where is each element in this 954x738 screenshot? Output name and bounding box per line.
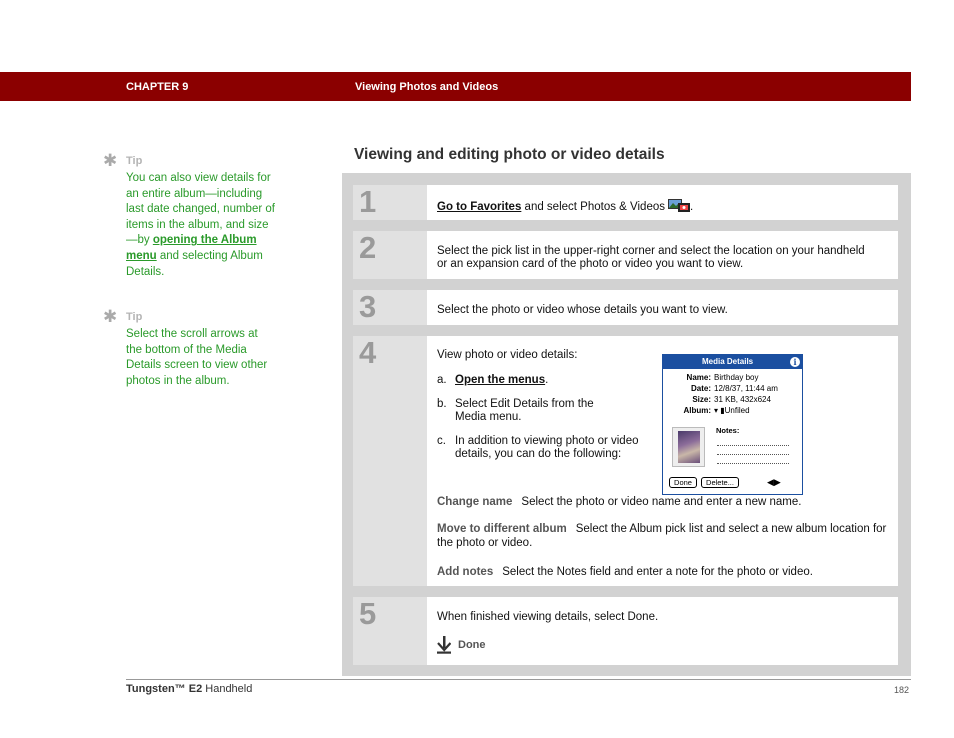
step-text: Go to Favorites and select Photos & Videos . <box>437 201 694 213</box>
definition-term: Change name <box>437 496 513 508</box>
scroll-arrows-icon[interactable]: ◀▶ <box>767 477 781 487</box>
chapter-label: CHAPTER 9 <box>126 81 189 93</box>
step-2 <box>353 231 898 279</box>
definition-change-name: Change name Select the photo or video name and enter a new name. <box>437 496 802 508</box>
substep-a-marker: a. <box>437 374 447 386</box>
definition-term: Add notes <box>437 566 494 578</box>
photos-videos-icon <box>668 199 690 212</box>
notes-line[interactable] <box>717 463 789 464</box>
done-button[interactable]: Done <box>669 477 697 488</box>
asterisk-icon: ✱ <box>103 307 118 326</box>
step-text: When finished viewing details, select Done. <box>437 611 659 623</box>
definition-move-album: Move to different album Select the Album pick list and select a new album location for the photo or video. <box>437 523 887 549</box>
footer-divider <box>126 679 911 680</box>
page-number: 182 <box>894 685 910 695</box>
step-number: 5 <box>353 597 427 665</box>
step-5 <box>353 597 898 665</box>
notes-line[interactable] <box>717 454 789 455</box>
tip-label: Tip <box>126 311 143 323</box>
media-details-title: Media Details <box>702 357 754 366</box>
step-number: 4 <box>353 336 427 586</box>
step-1 <box>353 185 898 220</box>
done-label: Done <box>458 639 486 651</box>
footer-product-name: Tungsten™ E2 Handheld <box>126 683 253 695</box>
album-picklist[interactable]: ▾ ▮Unfiled <box>714 406 750 415</box>
tip-text: You can also view details for an entire album—including last date changed, number of items in the album, and size—by opening the Album menu and selecting Album Details. <box>126 172 275 278</box>
step-text: Select the photo or video whose details you want to view. <box>437 304 728 316</box>
delete-button[interactable]: Delete... <box>701 477 739 488</box>
chapter-title: Viewing Photos and Videos <box>355 81 499 93</box>
step-4-intro: View photo or video details: <box>437 349 578 361</box>
substep-a: Open the menus. <box>455 374 549 386</box>
media-details-titlebar <box>663 355 802 369</box>
info-icon[interactable]: i <box>790 357 800 367</box>
notes-label: Notes: <box>716 426 740 435</box>
photo-thumbnail <box>672 427 705 467</box>
go-to-favorites-link[interactable]: Go to Favorites <box>437 201 522 213</box>
section-title: Viewing and editing photo or video details <box>354 146 665 163</box>
substep-c-marker: c. <box>437 435 446 447</box>
notes-line[interactable] <box>717 445 789 446</box>
step-number: 3 <box>353 290 427 325</box>
substep-b: Select Edit Details from the Media menu. <box>455 398 594 423</box>
step-text: Select the pick list in the upper-right corner and select the location on your handheld or an expansion card of the photo or video you want to view. <box>437 245 865 270</box>
substep-c: In addition to viewing photo or video details, you can do the following: <box>455 435 639 460</box>
done-arrow-icon <box>437 636 451 654</box>
definition-term: Move to different album <box>437 523 567 535</box>
step-3 <box>353 290 898 325</box>
tip-label: Tip <box>126 155 143 167</box>
step-number: 1 <box>353 185 427 220</box>
opening-album-menu-link[interactable]: opening the Album menu <box>126 234 257 262</box>
tip-text: Select the scroll arrows at the bottom of the Media Details screen to view other photos in the album. <box>126 328 268 387</box>
asterisk-icon: ✱ <box>103 151 118 170</box>
step-number: 2 <box>353 231 427 279</box>
media-details-screen: Media Details i Name: Birthday boy Date: 12/8/37, 11:44 am Size: 31 KB, 432x624 Album: ▾ ▮Unfiled Notes: Done Delete... ◀▶ <box>662 354 803 495</box>
open-menus-link[interactable]: Open the menus <box>455 374 546 386</box>
definition-add-notes: Add notes Select the Notes field and enter a note for the photo or video. <box>437 566 813 578</box>
substep-b-marker: b. <box>437 398 447 410</box>
